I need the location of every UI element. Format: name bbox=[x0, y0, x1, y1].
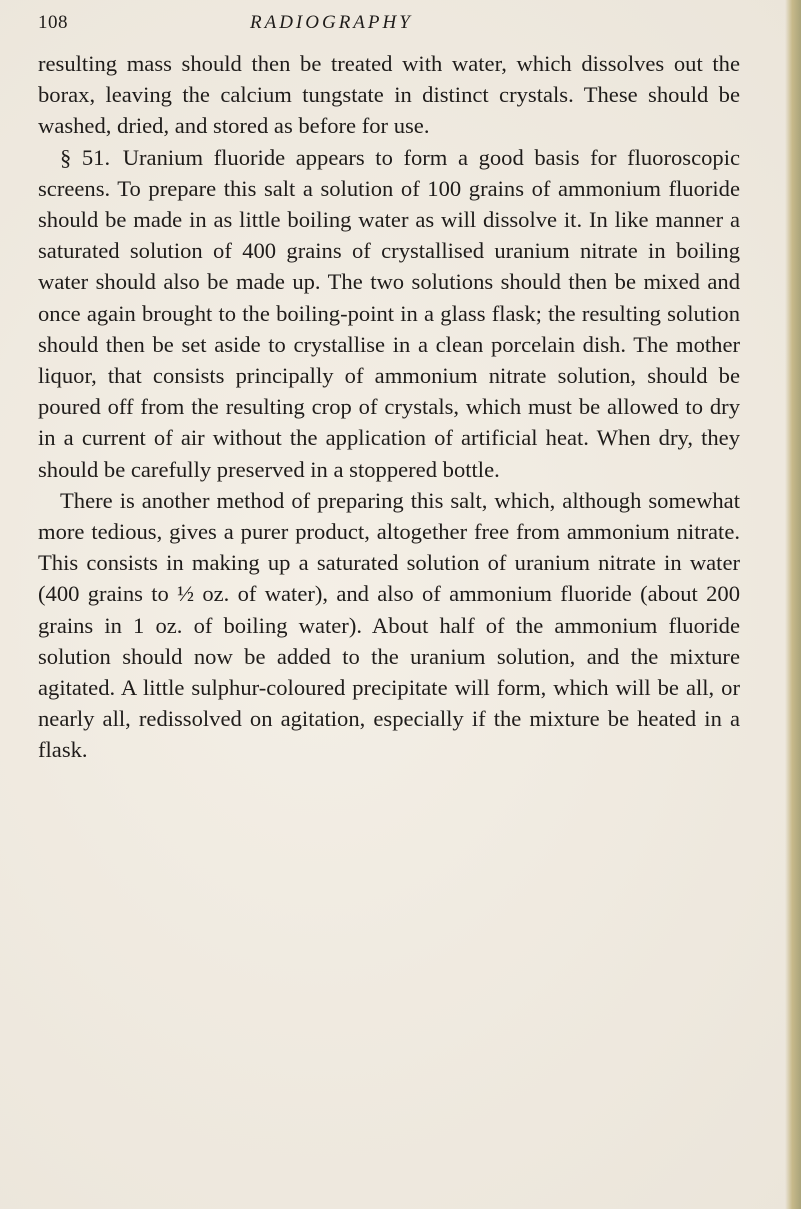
paragraph-1: resulting mass should then be treated with water, which dissolves out the borax, leaving the calcium tungstate in distinct crystals. These should be washed, dried, and stored as before for use. bbox=[38, 51, 740, 139]
page-number: 108 bbox=[38, 12, 68, 33]
page-body bbox=[38, 48, 740, 766]
page-edge bbox=[785, 0, 801, 1209]
paragraph-2 bbox=[38, 142, 740, 485]
paragraph-3: There is another method of preparing this salt, which, although somewhat more tedious, gives a purer product, altogether free from ammonium nitrate. This consists in making up a saturated solution of uranium nitrate in water (400 grains to ½ oz. of water), and also of ammonium fluoride (about 200 grains in 1 oz. of boiling water). About half of the ammonium fluoride solution should now be added to the uranium solution, and the mixture agitated. A little sulphur-coloured precipitate will form, which will be all, or nearly all, redissolved on agitation, especially if the mixture be heated in a flask. bbox=[38, 487, 740, 763]
running-title: RADIOGRAPHY bbox=[250, 12, 413, 33]
section-number: § 51. bbox=[60, 144, 111, 170]
paragraph-2-text: Uranium fluoride appears to form a good basis for fluoroscopic screens. To prepare this salt a solution of 100 grains of ammonium fluoride should be made in as little boiling water as will dissolve it. In like manner a saturated solution of 400 grains of crystallised uranium nitrate in boiling water should also be made up. The two solutions should then be mixed and once again brought to the boiling-point in a glass flask; the resulting solution should then be set aside to crystallise in a clean porcelain dish. The mother liquor, that consists principally of ammonium nitrate solution, should be poured off from the resulting crop of crystals, which must be allowed to dry in a current of air without the application of artificial heat. When dry, they should be carefully preserved in a stoppered bottle. bbox=[38, 144, 740, 482]
running-head bbox=[38, 12, 738, 40]
